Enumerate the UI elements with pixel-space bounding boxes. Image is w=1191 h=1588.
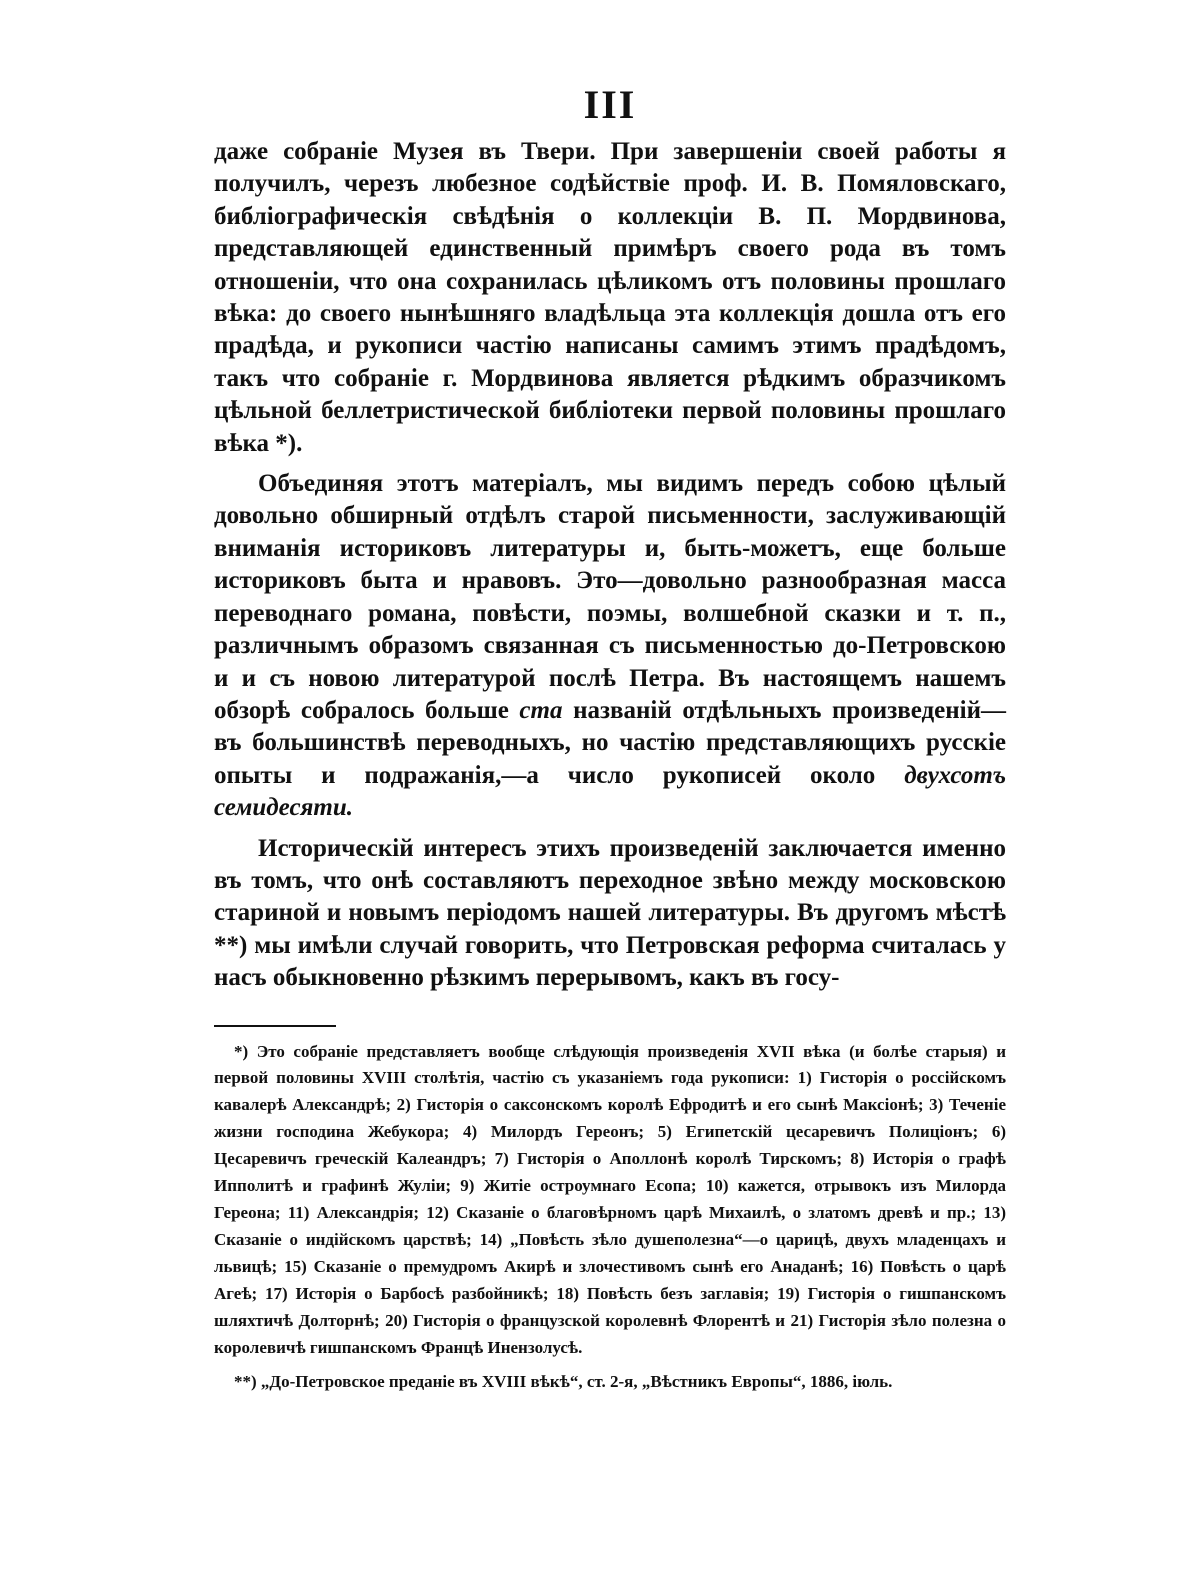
paragraph-1: даже собраніе Музея въ Твери. При завершеніи своей работы я получилъ, черезъ любезное содѣйствіе проф. И. В. Помяловскаго, библіографическія свѣдѣнія о коллекціи В. П. Мордвинова, представляющей единственный примѣръ своего рода въ томъ отношеніи, что она сохранилась цѣликомъ отъ половины прошлаго вѣка: до своего нынѣшняго владѣльца эта коллекція дошла отъ его прадѣда, и рукописи частію написаны самимъ этимъ прадѣдомъ, такъ что собраніе г. Мордвинова является рѣдкимъ образчикомъ цѣльной беллетристической библіотеки первой половины прошлаго вѣка *).	[214, 138, 1006, 457]
body-text	[214, 136, 1006, 995]
emphasis-count: двухсотъ семидесяти.	[214, 761, 1007, 822]
emphasis-sta: ста	[519, 696, 563, 724]
paragraph-3: Историческій интересъ этихъ произведеній заключается именно въ томъ, что онѣ составляютъ переходное звѣно между московскою стариной и новымъ періодомъ нашей литературы. Въ другомъ мѣстѣ **) мы имѣли случай говорить, что Петровская реформа считалась у насъ обыкновенно рѣзкимъ перерывомъ, какъ въ госу-	[214, 834, 1006, 992]
footnote-2: **) „До-Петровское преданіе въ XVIII вѣкѣ“, ст. 2-я, „Вѣстникъ Европы“, 1886, іюль.	[234, 1372, 893, 1392]
paragraph-2-part-1: Объединяя этотъ матеріалъ, мы видимъ передъ собою цѣлый довольно обширный отдѣлъ старой письменности, заслуживающій вниманія историковъ литературы и, быть-можетъ, еще больше историковъ быта и нравовъ. Это—довольно разнообразная масса переводнаго романа, повѣсти, поэмы, волшебной сказки и т. п., различнымъ образомъ связанная съ письменностью до-Петровскою и и съ новою литературой послѣ Петра. Въ настоящемъ нашемъ обзорѣ собралось больше	[214, 470, 1006, 724]
footnote-1: *) Это собраніе представляетъ вообще слѣдующія произведенія XVII вѣка (и болѣе старыя) и первой половины XVIII столѣтія, частію съ указаніемъ года рукописи: 1) Гисторія о россійскомъ кавалерѣ Александрѣ; 2) Гисторія о саксонскомъ королѣ Ефродитѣ и его сынѣ Максіонѣ; 3) Теченіе жизни господина Жебукора; 4) Милордъ Гереонъ; 5) Египетскій цесаревичъ Полиціонъ; 6) Цесаревичъ греческій Калеандръ; 7) Гисторія о Аполлонѣ королѣ Тирскомъ; 8) Исторія о графѣ Ипполитѣ и графинѣ Жуліи; 9) Житіе остроумнаго Есопа; 10) кажется, отрывокъ изъ Милорда Гереона; 11) Александрія; 12) Сказаніе о благовѣрномъ царѣ Михаилѣ, о златомъ древѣ и пр.; 13) Сказаніе о индійскомъ царствѣ; 14) „Повѣсть зѣло душеполезна“—о царицѣ, двухъ младенцахъ и львицѣ; 15) Сказаніе о премудромъ Акирѣ и злочестивомъ сынѣ его Анаданѣ; 16) Повѣсть о царѣ Агеѣ; 17) Исторія о Барбосѣ разбойникѣ; 18) Повѣсть безъ заглавія; 19) Гисторія о гишпанскомъ шляхтичѣ Долторнѣ; 20) Гисторія о французской королевнѣ Флорентѣ и 21) Гисторія зѣло полезна о королевичѣ гишпанскомъ Францѣ Инензолусѣ.	[214, 1041, 1006, 1357]
page	[214, 82, 1006, 1404]
paragraph-2-part-2: названій отдѣльныхъ произведеній—въ большинствѣ переводныхъ, но частію представляющихъ русскіе опыты и подражанія,—а число рукописей около	[214, 696, 1007, 789]
footnotes	[214, 1039, 1006, 1397]
paragraph-2	[214, 468, 1006, 824]
page-number: III	[583, 82, 637, 127]
footnote-rule	[214, 1025, 336, 1027]
